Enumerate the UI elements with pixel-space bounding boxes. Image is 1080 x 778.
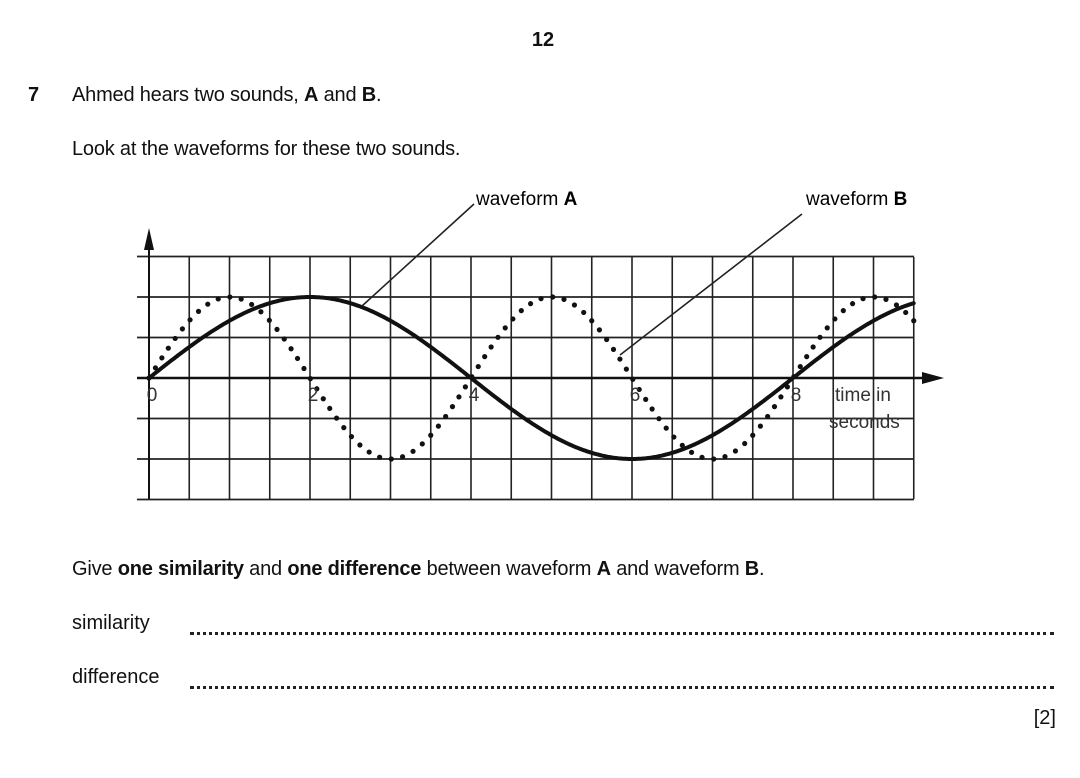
series-dot-waveform-b <box>624 367 629 372</box>
waveform-b-pointer <box>620 214 802 355</box>
series-dot-waveform-b <box>495 335 500 340</box>
series-dot-waveform-b <box>400 454 405 459</box>
waveform-a-pointer <box>362 204 474 306</box>
series-dot-waveform-b <box>811 344 816 349</box>
series-dot-waveform-b <box>476 364 481 369</box>
series-dot-waveform-b <box>420 441 425 446</box>
series-dot-waveform-b <box>321 396 326 401</box>
task-text: Give one similarity and one difference between waveform A and waveform B. <box>72 558 765 580</box>
series-dot-waveform-b <box>538 296 543 301</box>
series-dot-waveform-b <box>482 354 487 359</box>
similarity-label: similarity <box>72 612 150 634</box>
series-dot-waveform-b <box>597 327 602 332</box>
series-dot-waveform-b <box>785 384 790 389</box>
series-dot-waveform-b <box>367 449 372 454</box>
series-dot-waveform-b <box>699 455 704 460</box>
series-dot-waveform-b <box>274 327 279 332</box>
series-dot-waveform-b <box>443 414 448 419</box>
series-dot-waveform-b <box>883 297 888 302</box>
series-dot-waveform-b <box>295 356 300 361</box>
series-dot-waveform-b <box>205 302 210 307</box>
question-instruction: Look at the waveforms for these two sounds. <box>72 138 461 160</box>
series-dot-waveform-b <box>611 347 616 352</box>
series-dot-waveform-b <box>722 454 727 459</box>
series-dot-waveform-b <box>643 397 648 402</box>
series-dot-waveform-b <box>572 302 577 307</box>
series-dot-waveform-b <box>334 416 339 421</box>
question-intro: Ahmed hears two sounds, A and B. <box>72 84 382 106</box>
series-dot-waveform-b <box>804 354 809 359</box>
series-dot-waveform-b <box>187 317 192 322</box>
series-dot-waveform-b <box>227 294 232 299</box>
series-dot-waveform-b <box>825 325 830 330</box>
difference-label: difference <box>72 666 160 688</box>
marks-available: [2] <box>1033 707 1056 729</box>
series-dot-waveform-b <box>159 355 164 360</box>
series-dot-waveform-b <box>561 297 566 302</box>
series-dot-waveform-b <box>791 374 796 379</box>
series-dot-waveform-b <box>410 449 415 454</box>
series-dot-waveform-b <box>349 434 354 439</box>
series-dot-waveform-b <box>650 406 655 411</box>
series-dot-waveform-b <box>817 335 822 340</box>
x-tick-label: 2 <box>307 385 319 406</box>
series-dot-waveform-b <box>765 414 770 419</box>
series-dot-waveform-b <box>166 346 171 351</box>
series-dot-waveform-b <box>733 448 738 453</box>
series-dot-waveform-b <box>841 308 846 313</box>
series-dot-waveform-b <box>180 326 185 331</box>
series-dot-waveform-b <box>664 426 669 431</box>
series-dot-waveform-b <box>249 302 254 307</box>
series-dot-waveform-b <box>239 296 244 301</box>
series-dot-waveform-b <box>428 433 433 438</box>
series-dot-waveform-b <box>604 337 609 342</box>
series-dot-waveform-b <box>550 294 555 299</box>
series-dot-waveform-b <box>903 310 908 315</box>
series-dot-waveform-b <box>173 336 178 341</box>
x-axis-label-line1: time in <box>835 385 891 406</box>
series-dot-waveform-b <box>630 377 635 382</box>
series-dot-waveform-b <box>689 450 694 455</box>
series-dot-waveform-b <box>617 356 622 361</box>
x-axis-label-line2: seconds <box>829 412 900 433</box>
difference-answer-line[interactable] <box>190 686 1054 689</box>
series-dot-waveform-b <box>911 318 916 323</box>
waveform-b-label: waveform B <box>806 189 908 210</box>
series-dot-waveform-b <box>357 442 362 447</box>
series-dot-waveform-b <box>656 416 661 421</box>
series-dot-waveform-b <box>519 308 524 313</box>
series-dot-waveform-b <box>671 434 676 439</box>
series-dot-waveform-b <box>589 318 594 323</box>
series-dot-waveform-b <box>872 294 877 299</box>
series-dot-waveform-b <box>436 424 441 429</box>
waveform-a-label: waveform A <box>476 189 578 210</box>
series-dot-waveform-b <box>267 318 272 323</box>
series-dot-waveform-b <box>282 336 287 341</box>
series-dot-waveform-b <box>778 394 783 399</box>
series-dot-waveform-b <box>146 375 151 380</box>
question-number: 7 <box>28 84 40 106</box>
series-dot-waveform-b <box>288 346 293 351</box>
series-dot-waveform-b <box>308 376 313 381</box>
series-dot-waveform-b <box>528 301 533 306</box>
series-dot-waveform-b <box>456 394 461 399</box>
series-dot-waveform-b <box>581 310 586 315</box>
chart-ticks <box>147 385 802 406</box>
series-dot-waveform-b <box>153 365 158 370</box>
series-dot-waveform-b <box>758 424 763 429</box>
series-dot-waveform-b <box>750 433 755 438</box>
series-dot-waveform-b <box>894 302 899 307</box>
series-dot-waveform-b <box>463 384 468 389</box>
series-dot-waveform-b <box>327 406 332 411</box>
series-dot-waveform-b <box>389 456 394 461</box>
series-dot-waveform-b <box>377 455 382 460</box>
series-dot-waveform-b <box>503 325 508 330</box>
x-tick-label: 8 <box>790 385 802 406</box>
series-dot-waveform-b <box>258 309 263 314</box>
series-dot-waveform-b <box>711 456 716 461</box>
series-dot-waveform-b <box>341 425 346 430</box>
x-tick-label: 6 <box>629 385 641 406</box>
series-dot-waveform-b <box>489 344 494 349</box>
series-dot-waveform-b <box>680 443 685 448</box>
series-dot-waveform-b <box>510 316 515 321</box>
series-dot-waveform-b <box>450 404 455 409</box>
series-dot-waveform-b <box>196 309 201 314</box>
series-dot-waveform-b <box>301 366 306 371</box>
series-dot-waveform-b <box>772 404 777 409</box>
x-tick-label: 4 <box>468 385 480 406</box>
series-dot-waveform-b <box>469 374 474 379</box>
x-tick-label: 0 <box>146 385 158 406</box>
series-dot-waveform-b <box>216 296 221 301</box>
series-dot-waveform-b <box>798 364 803 369</box>
x-axis-arrow <box>922 372 944 384</box>
similarity-answer-line[interactable] <box>190 632 1054 635</box>
series-dot-waveform-b <box>742 441 747 446</box>
label-pointers <box>362 204 802 355</box>
y-axis-arrow <box>144 228 154 250</box>
series-dot-waveform-b <box>850 301 855 306</box>
series-dot-waveform-b <box>860 296 865 301</box>
series-dot-waveform-b <box>832 316 837 321</box>
page-number: 12 <box>531 29 555 51</box>
